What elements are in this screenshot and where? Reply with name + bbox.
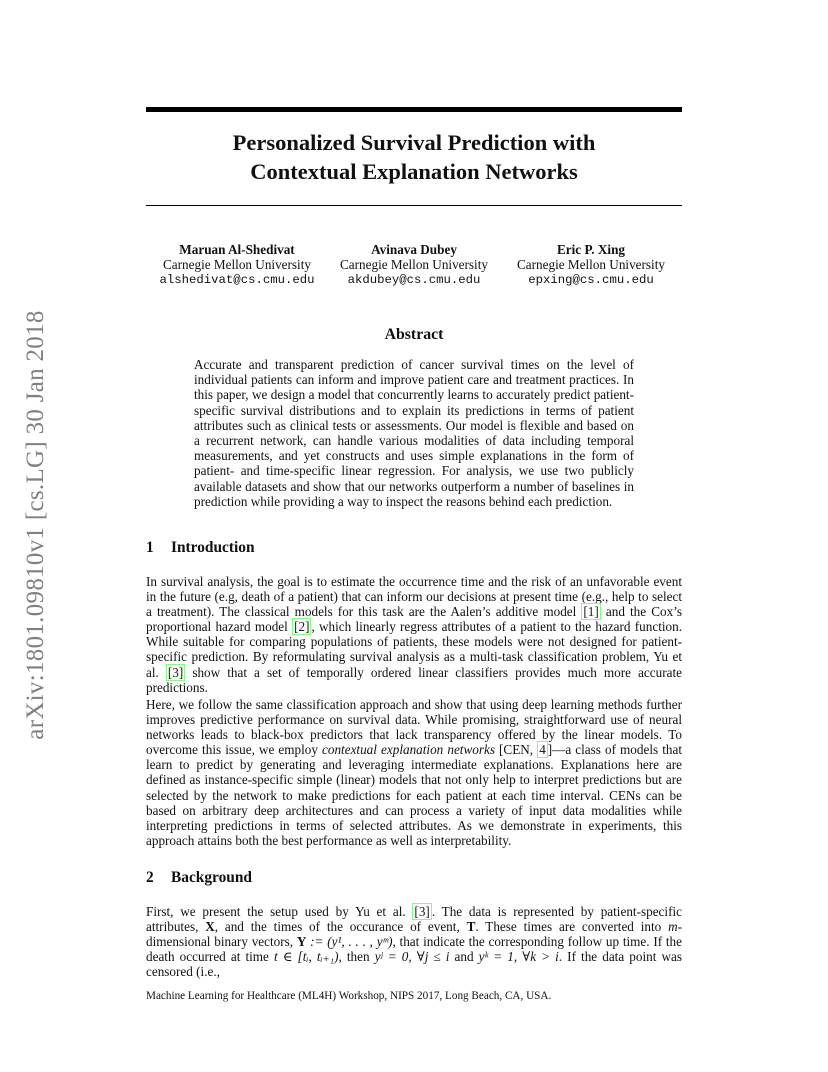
section-heading-introduction	[146, 539, 255, 557]
section-number: 1	[146, 539, 154, 556]
author-name: Maruan Al-Shedivat	[179, 242, 295, 257]
author-email: epxing@cs.cmu.edu	[528, 272, 654, 287]
intro-paragraph-2: Here, we follow the same classification approach and show that using deep learning methods further improves predictive performance on survival data. While promising, straightforward use of neural networks leads to black-box predictors that lack transparency offered by the linear models. To overcome this issue, we employ contextual explanation networks [CEN, 4 ]—a class of models that learn to predict by generating and leveraging intermediate explanations. Explanations here are defined as instance-specific simple (linear) models that not only help to interpret predictions but are selected by the network to make predictions for each patient at each time interval. CENs can be based on arbitrary deep architectures and can process a variety of input data modalities while interpreting predictions in terms of selected attributes. As we demonstrate in experiments, this approach attains both the best performance as well as interpretability.	[146, 697, 682, 848]
abstract-heading: Abstract	[384, 326, 444, 343]
author-email: alshedivat@cs.cmu.edu	[159, 272, 315, 287]
background-paragraph-1: First, we present the setup used by Yu et al. [3] . The data is represented by patient-specific attributes, X, and the times of the occurance of event, T. These times are converted into m-dimensional binary vectors, Y := (y¹, . . . , yᵐ), that indicate the corresponding follow up time. If the death occurred at time t ∈ [tᵢ, tᵢ₊₁), then yʲ = 0, ∀j ≤ i and yᵏ = 1, ∀k > i. If the data point was censored (i.e.,	[146, 904, 683, 980]
section-heading-background	[146, 869, 252, 887]
author	[337, 243, 492, 287]
section-title: Introduction	[171, 539, 255, 556]
footer-note: Machine Learning for Healthcare (ML4H) Workshop, NIPS 2017, Long Beach, CA, USA.	[146, 990, 552, 1002]
title-line-1: Personalized Survival Prediction with	[232, 130, 596, 155]
author-email: akdubey@cs.cmu.edu	[347, 272, 481, 287]
author	[160, 243, 315, 287]
citation-link[interactable]: [3]	[414, 904, 430, 919]
arxiv-sidebar	[21, 290, 51, 760]
citation-link[interactable]: [1]	[583, 604, 599, 620]
abstract-text: Accurate and transparent prediction of cancer survival times on the level of individual patients can inform and improve patient care and treatment practices. In this paper, we design a model that concurrently learns to accurately predict patient-specific survival distributions and to explain its predictions in terms of patient attributes such as clinical tests or assessments. Our model is flexible and based on a recurrent network, can handle various modalities of data including temporal measurements, and yet constructs and uses simple explanations in the form of patient- and time-specific linear regression. For analysis, we use two publicly available datasets and show that our networks outperform a number of baselines in prediction while providing a way to inspect the reasons behind each prediction.	[194, 357, 634, 509]
author-affiliation: Carnegie Mellon University	[517, 256, 665, 272]
arxiv-id: arXiv:1801.09810v1 [cs.LG] 30 Jan 2018	[22, 310, 49, 740]
title-bottom-rule	[146, 205, 682, 206]
author	[514, 243, 669, 287]
section-title: Background	[171, 869, 252, 886]
section-number: 2	[146, 869, 154, 886]
citation-link[interactable]: [2]	[294, 619, 310, 635]
author-block	[146, 243, 682, 287]
title-top-rule	[146, 107, 682, 112]
emphasis: contextual explanation networks	[322, 742, 495, 758]
paper-title	[146, 128, 682, 186]
citation-link[interactable]: [3]	[167, 664, 184, 680]
intro-paragraph-1: In survival analysis, the goal is to estimate the occurrence time and the risk of an unfavorable event in the future (e.g, death of a patient) that can inform our decisions at present time (e.g., help to select a treatment). The classical models for this task are the Aalen’s additive model [1] and the Cox’s proportional hazard model [2] , which linearly regress attributes of a patient to the hazard function. While suitable for comparing populations of patients, these models were not designed for patient-specific prediction. By reformulating survival analysis as a multi-task classification problem, Yu et al. [3] show that a set of temporally ordered linear classifiers provides much more accurate predictions.	[146, 574, 683, 695]
author-affiliation: Carnegie Mellon University	[163, 256, 311, 272]
author-name: Eric P. Xing	[556, 242, 626, 257]
citation-link[interactable]: 4	[539, 742, 546, 758]
author-affiliation: Carnegie Mellon University	[340, 256, 488, 272]
title-line-2: Contextual Explanation Networks	[250, 159, 578, 184]
author-name: Avinava Dubey	[371, 242, 457, 257]
